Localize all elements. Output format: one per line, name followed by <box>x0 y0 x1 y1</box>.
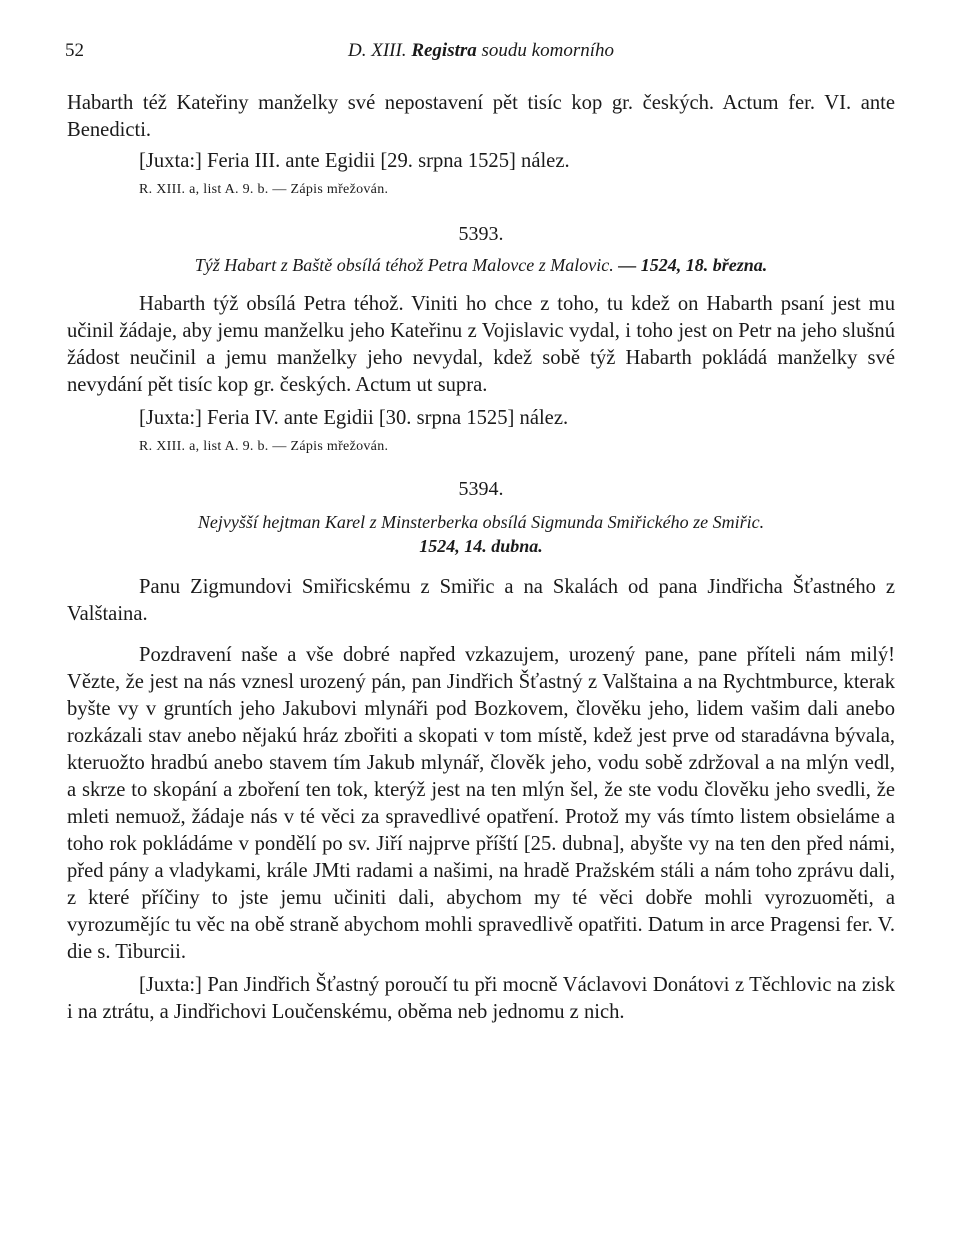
prev-entry-juxta: [Juxta:] Feria III. ante Egidii [29. srpna 1525] nález. <box>139 150 570 172</box>
entry-juxta-5394: [Juxta:] Pan Jindřich Šťastný poroučí tu při mocně Václavovi Donátovi z Těchlovic na zisk i na ztrátu, a Jindřichovi Loučenskému, oběma neb jednomu z nich. <box>67 974 895 1023</box>
prev-entry-text: Habarth též Kateřiny manželky své nepostavení pět tisíc kop gr. českých. Actum fer. VI. ante Benedicti. <box>67 92 895 141</box>
running-title-rest: soudu komorního <box>481 40 614 61</box>
entry-title-5394-line1: Nejvyšší hejtman Karel z Minsterberka obsílá Sigmunda Smiřického ze Smiřic. <box>197 512 765 532</box>
running-title-prefix: D. XIII. <box>348 40 407 61</box>
entry-number-5393: 5393. <box>458 223 504 245</box>
entry-title-5393 <box>67 253 895 277</box>
page-header <box>67 40 895 70</box>
prev-entry-note: R. XIII. a, list A. 9. b. — Zápis mřežován. <box>139 182 389 197</box>
entry-text-5393: Habarth týž obsílá Petra téhož. Viniti ho chce z toho, tu kdež on Habarth psaní jest mu učinil žádaje, aby jemu manželku jeho Kateřinu z Vojislavic vydal, i toho jest on Petr na jeho slušnú žádost neučinil a jemu manželky jeho nevydal, kdež sobě týž Habarth pokládá manželky své nevydání pět tisíc kop gr. českých. Actum ut supra. <box>67 293 895 396</box>
entry-juxta-5393: [Juxta:] Feria IV. ante Egidii [30. srpna 1525] nález. <box>139 407 569 429</box>
entry-number-5394: 5394. <box>458 478 504 500</box>
page-number: 52 <box>65 40 84 61</box>
running-title-bold: Registra <box>411 40 477 61</box>
running-title <box>67 40 895 62</box>
entry-title-5394-date: 1524, 14. dubna. <box>419 536 543 556</box>
entry-letter-5394: Pozdravení naše a vše dobré napřed vzkazujem, urozený pane, pane příteli nám milý! Vězte, že jest na nás vznesl urozený pán, pan Jindřich Šťastný z Valštaina a na Rychtmburce, kterak byšte vy v gruntích jeho Jakubovi mlynáři pod Bozkovem, člověku jeho, lidem vašim dali anebo rozkázali stav anebo nějakú hráz zbořiti a skopati v tom místě, kdež jest prve od staradávna bývala, kteruožto hradbú anebo stavem tím Jakub mlynář, člověk jeho, vodu sobě zdržoval a na mlýn vedl, a skrze to skopání a zboření ten tok, kterýž jest na ten mlýn šel, že ste vodu člověku jeho svedli, že mleti nemuož, žádaje nás v té věci za spravedlivé opatření. Protož my vás tímto listem obsieláme a toho rok pokládáme v pondělí po sv. Jiří najprve příští [25. dubna], abyšte vy na ten den před námi, před pány a vladykami, krále JMti radami a našimi, na hradě Pražském stáli a nám toho zprávu dali, z které příčiny to jste jemu učiniti dali, abychom my té věci dobře mohli vyrozuoměti, a vyrozumějíc tu věc na obě straně abychom mohli spravedlivě opatřiti. Datum in arce Pragensi fer. V. die s. Tiburcii. <box>67 644 895 963</box>
entry-title-5393-date: — 1524, 18. března. <box>618 255 768 275</box>
entry-note-5393: R. XIII. a, list A. 9. b. — Zápis mřežován. <box>139 439 389 454</box>
entry-address-5394: Panu Zigmundovi Smiřicskému z Smiřic a na Skalách od pana Jindřicha Šťastného z Valštaina. <box>67 576 895 625</box>
entry-title-5394 <box>67 510 895 558</box>
entry-title-5393-main: Týž Habart z Baště obsílá téhož Petra Malovce z Malovic. <box>194 255 614 275</box>
document-page <box>67 40 895 1026</box>
